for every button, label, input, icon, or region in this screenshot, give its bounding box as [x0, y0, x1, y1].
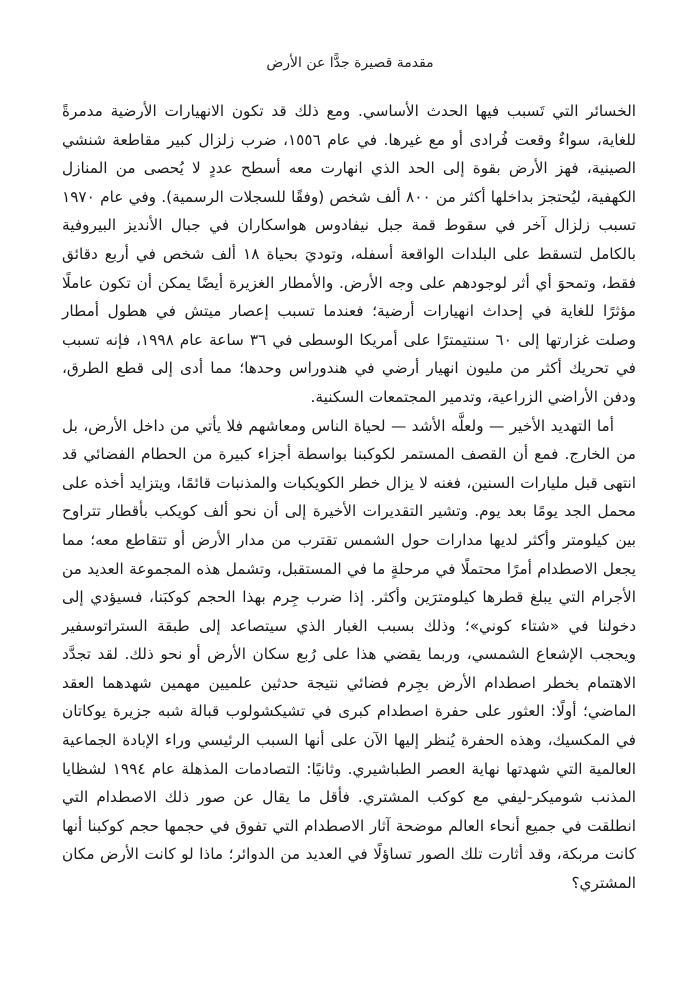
paragraph-asteroid-threat: أما التهديد الأخير — ولعلَّه الأشد — لحياة الناس ومعاشهم فلا يأتي من داخل الأرض، بل من الخارج. فمع أن القصف المستمر لكوكبنا بواسطة أجزاء كبيرة من الحطام الفضائي قد انتهى قبل مليارات السنين، فغنه لا يزال خطر الكويكبات والمذنبات قائمًا، ويتزايد أخذه على محمل الجد يومًا بعد يوم. وتشير التقديرات الأخيرة إلى أن نحو ألف كويكب بأقطار تتراوح بين كيلومتر وأكثر لديها مدارات حول الشمس تقترب من مدار الأرض أو تتقاطع معه؛ مما يجعل الاصطدام أمرًا محتملًا في مرحلةٍ ما في المستقبل، وتشمل هذه المجموعة العديد من الأجرام التي يبلغ قطرها كيلومترَين وأكثر. إذا ضرب جِرم بهذا الحجم كوكبَنا، فسيؤدي إلى دخولنا في «شتاء كوني»؛ وذلك بسبب الغبار الذي سيتصاعد إلى طبقة الستراتوسفير ويحجب الإشعاع الشمسي، وربما يقضي هذا على رُبع سكان الأرض أو نحو ذلك. لقد تجدَّد الاهتمام بخطر اصطدام الأرض بجِرم فضائي نتيجة حدثين علميين مهمين شهدهما العقد الماضي؛ أولًا: العثور على حفرة اصطدام كبرى في تشيكشولوب قبالة شبه جزيرة يوكاتان في المكسيك، وهذه الحفرة يُنظر إليها الآن على أنها السبب الرئيسي وراء الإبادة الجماعية العالمية التي شهدتها نهاية العصر الطباشيري. وثانيًا: التصادمات المذهلة عام ١٩٩٤ لشظايا المذنب شوميكر-ليفي مع كوكب المشتري. فأقل ما يقال عن صور ذلك الاصطدام التي انطلقت في جميع أنحاء العالم موضحة آثار الاصطدام التي تفوق في حجمها حجم كوكبنا أنها كانت مربكة، وقد أثارت تلك الصور تساؤلًا في العديد من الدوائر؛ ماذا لو كانت الأرض مكان المشتري؟: [62, 416, 637, 893]
paragraph-landslides: الخسائر التي تَسبب فيها الحدث الأساسي. ومع ذلك قد تكون الانهيارات الأرضية مدمرةً للغاية، سواءٌ وقعت فُرادى أو مع غيرها. في عام ١٥٥٦، ضرب زلزال كبير مقاطعة شنشي الصينية، فهز الأرض بقوة إلى الحد الذي انهارت معه أسطح عددٍ لا يُحصى من المنازل الكهفية، ليُحتجز بداخلها أكثر من ٨٠٠ ألف شخص (وفقًا للسجلات الرسمية). وفي عام ١٩٧٠ تسبب زلزال آخر في سقوط قمة جبل نيفادوس هواسكاران في جبال الأنديز البيروفية بالكامل لتسقط على البلدات الواقعة أسفله، وتوديَ بحياة ١٨ ألف شخص في أربع دقائق فقط، وتمحوَ أي أثر لوجودهم على وجه الأرض. والأمطار الغزيرة أيضًا يمكن أن تكون عاملًا مؤثرًا للغاية في إحداث انهيارات أرضية؛ فعندما تسبب إعصار ميتش في هطول أمطار وصلت غزارتها إلى ٦٠ سنتيمترًا على أمريكا الوسطى في ٣٦ ساعة عام ١٩٩٨، فإنه تسبب في تحريك أكثر من مليون انهيار أرضي في هندوراس وحدها؛ مما أدى إلى قطع الطرق، ودفن الأراضي الزراعية، وتدمير المجتمعات السكنية.: [62, 102, 636, 406]
body-text: [62, 97, 636, 898]
running-header-title: مقدمة قصيرة جدًّا عن الأرض: [266, 55, 434, 71]
